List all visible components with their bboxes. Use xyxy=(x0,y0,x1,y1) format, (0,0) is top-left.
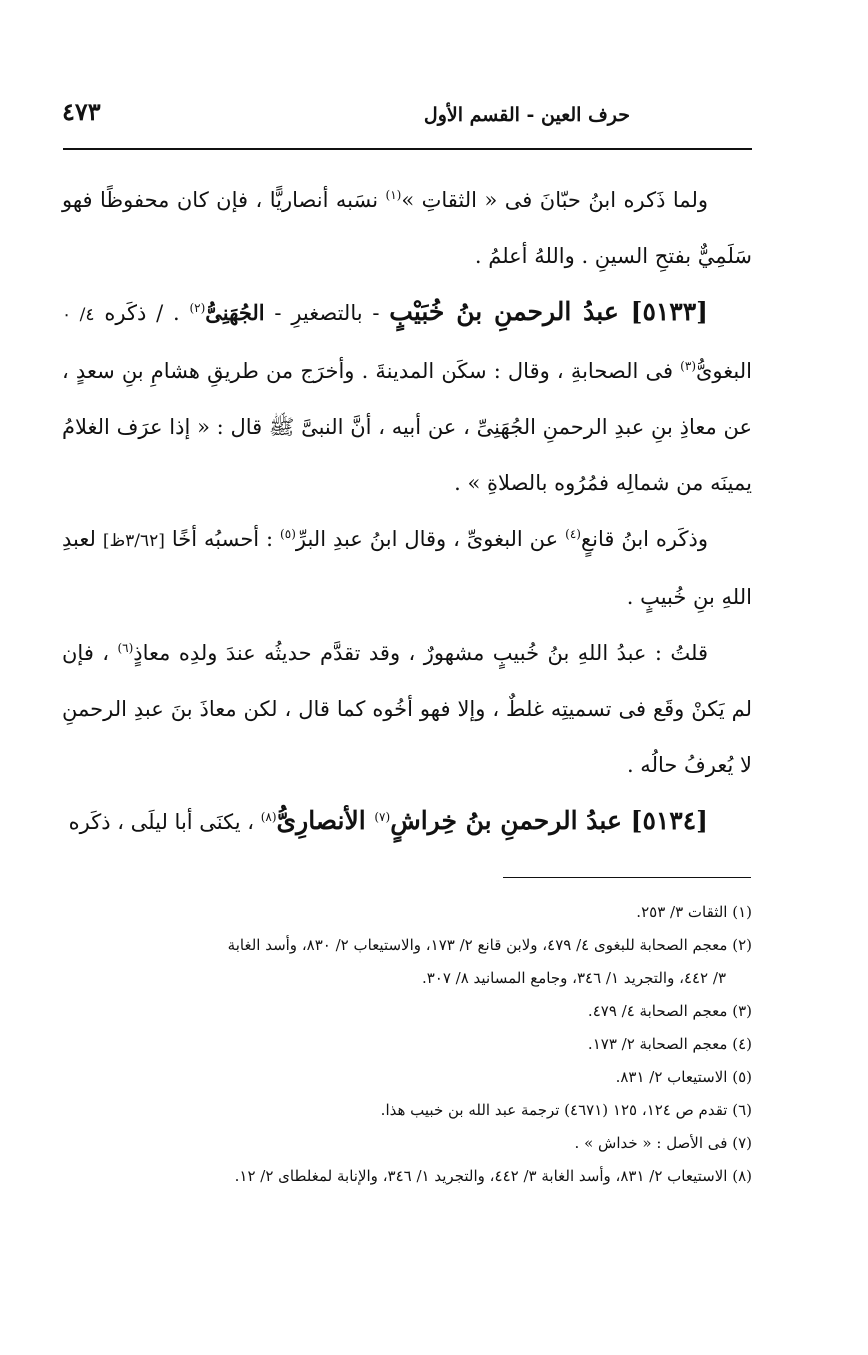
footnote-5: (٥) الاستيعاب ٢/ ٨٣١. xyxy=(615,1068,752,1086)
footnote-rule xyxy=(503,877,751,878)
entry-5133 xyxy=(62,284,752,511)
footnote-ref: (٥) xyxy=(280,527,296,541)
text-run: : أحسبُه أخًا xyxy=(164,527,281,551)
footnote-ref: (٧) xyxy=(374,810,391,824)
text-run: قلتُ : عبدُ اللهِ بنُ خُبيبٍ مشهورٌ ، وقد تقدَّم حديثُه عندَ ولدِه معاذٍ xyxy=(133,641,708,665)
footnote-ref: (٣) xyxy=(680,359,696,373)
paragraph-3 xyxy=(62,511,752,625)
running-title: حرف العين - القسم الأول xyxy=(423,104,630,126)
entry-nisba: الأنصارِىُّ xyxy=(276,806,375,835)
footnote-1: (١) الثقات ٣/ ٢٥٣. xyxy=(636,903,752,921)
paragraph-4 xyxy=(62,625,752,793)
footnote-ref: (٢) xyxy=(189,301,206,315)
footnote-2-cont: ٣/ ٤٤٢، والتجريد ١/ ٣٤٦، وجامع المسانيد ٨/ ٣٠٧. xyxy=(421,969,726,987)
text-run: . / ذكَره xyxy=(94,301,190,325)
entry-name: عبدُ الرحمنِ بنُ خُبَيْبٍ xyxy=(389,297,631,326)
main-text xyxy=(62,172,752,850)
entry-note: - بالتصغيرِ - xyxy=(264,301,390,325)
manuscript-ref: [٣/٦٢ظ] xyxy=(102,531,165,551)
footnote-6: (٦) تقدم ص ١٢٤، ١٢٥ (٤٦٧١) ترجمة عبد الله بن خبيب هذا. xyxy=(380,1101,752,1119)
footnote-ref: (٤) xyxy=(565,527,581,541)
page-number: ٤٧٣ xyxy=(62,97,101,126)
footnote-ref: (٦) xyxy=(117,641,134,655)
footnote-3: (٣) معجم الصحابة ٤/ ٤٧٩. xyxy=(587,1002,752,1020)
footnote-8: (٨) الاستيعاب ٢/ ٨٣١، وأسد الغابة ٣/ ٤٤٢، والتجريد ١/ ٣٤٦، والإنابة لمغلطاى ٢/ ١٢. xyxy=(234,1167,752,1185)
footnote-ref: (٨) xyxy=(260,810,277,824)
entry-5134 xyxy=(62,793,752,850)
text-run: ، يكنَى أبا ليلَى ، ذكَره xyxy=(68,810,261,834)
entry-number: [٥١٣٤] xyxy=(630,806,708,835)
footnote-7: (٧) فى الأصل : « خداش » . xyxy=(574,1134,752,1152)
text-run: فى الصحابةِ ، وقال : سكَن المدينةَ . وأخرَج من طريقِ هشامِ بنِ سعدٍ ، عن معاذِ بنِ عبدِ الرحمنِ الجُهَنِىِّ ، عن أبيه ، أنَّ النبىَّ ﷺ قال : « إذا عرَف الغلامُ يمينَه من شمالِه فمُرُوه بالصلاةِ » . xyxy=(62,359,752,495)
text-run: نسَبه أنصاريًّا ، فإن كان محفوظًا فهو سَلَمِيٌّ بفتحِ السينِ . واللهُ أعلمُ . xyxy=(62,188,752,268)
entry-number: [٥١٣٣] xyxy=(630,297,708,326)
footnote-2: (٢) معجم الصحابة للبغوى ٤/ ٤٧٩، ولابن قانع ٢/ ١٧٣، والاستيعاب ٢/ ٨٣٠، وأسد الغابة xyxy=(227,936,752,954)
paragraph-1 xyxy=(62,172,752,284)
text-run: البغوىُّ xyxy=(696,359,752,383)
text-run: عن البغوىِّ ، وقال ابنُ عبدِ البرِّ xyxy=(295,527,566,551)
page-header xyxy=(62,86,750,126)
text-run: وذكَره ابنُ قانعٍ xyxy=(580,527,708,551)
entry-name: عبدُ الرحمنِ بنُ خِراشٍ xyxy=(390,806,631,835)
footnotes xyxy=(62,896,752,1193)
text-run: لعبدِ اللهِ بنِ خُبيبٍ . xyxy=(62,527,752,609)
entry-nisba: الجُهَنِىُّ xyxy=(205,300,265,325)
footnote-ref: (١) xyxy=(385,188,402,202)
margin-ref: ٤/ ٠ xyxy=(62,305,95,325)
footnote-4: (٤) معجم الصحابة ٢/ ١٧٣. xyxy=(587,1035,752,1053)
text-run: ولما ذَكره ابنُ حبّانَ فى « الثقاتِ » xyxy=(401,188,708,212)
header-rule xyxy=(63,148,752,150)
text-run: ، فإن لم يَكنْ وقَع فى تسميتِه غلطٌ ، وإلا فهو أخُوه كما قال ، لكن معاذَ بنَ عبدِ الرحمنِ لا يُعرفُ حالُه . xyxy=(62,641,752,777)
